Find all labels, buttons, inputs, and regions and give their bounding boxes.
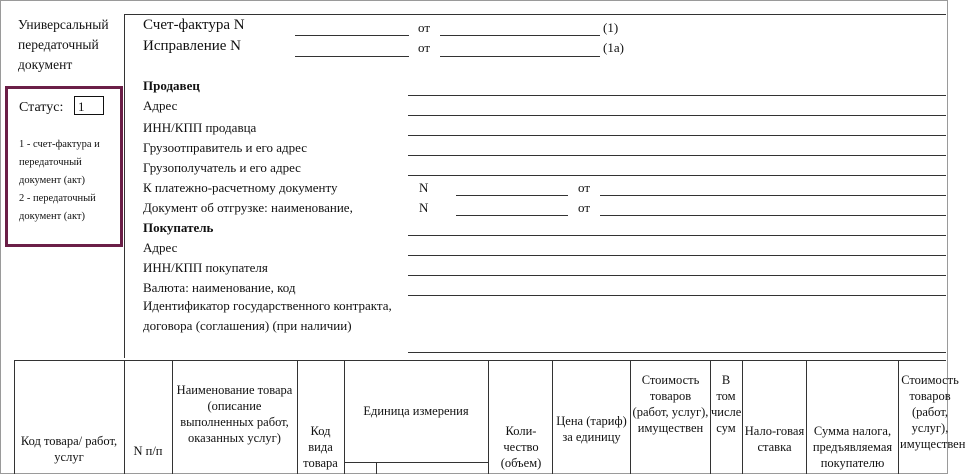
- invoice-ref: (1): [603, 20, 619, 35]
- table-col-divider: [742, 360, 743, 474]
- invoice-number-field[interactable]: [295, 35, 409, 36]
- buyer-title: Покупатель: [143, 220, 214, 235]
- seller-inn-label: ИНН/КПП продавца: [143, 120, 257, 135]
- table-col-divider: [552, 360, 553, 474]
- table-col-divider: [898, 360, 899, 474]
- header-price: Цена (тариф) за единицу: [556, 414, 627, 444]
- table-col-divider: [488, 360, 489, 474]
- seller-title: Продавец: [143, 78, 200, 93]
- header-quantity: Коли-чество (объем): [500, 424, 542, 470]
- header-tax-amount: Сумма налога, предъявляемая покупателю: [812, 424, 893, 470]
- header-product-kind-code: Код вида товара: [303, 424, 338, 470]
- header-row-number: N п/п: [133, 444, 163, 458]
- shipping-doc-label: Документ об отгрузке: наименование,: [143, 200, 353, 215]
- table-col-divider: [124, 360, 125, 474]
- header-excise: В том числе сум: [711, 373, 742, 435]
- correction-number-label: Исправление N: [143, 38, 241, 54]
- status-panel: [5, 86, 123, 247]
- document-type-title: Универсальный передаточный документ: [18, 17, 109, 72]
- header-cost-without-tax: Стоимость товаров (работ, услуг), имуществен: [632, 373, 709, 435]
- seller-address-field[interactable]: [408, 115, 946, 116]
- shipper-label: Грузоотправитель и его адрес: [143, 140, 308, 155]
- contract-id-field[interactable]: [408, 352, 946, 353]
- correction-number-field[interactable]: [295, 56, 409, 57]
- shipping-number-field[interactable]: [456, 215, 568, 216]
- status-input[interactable]: 1: [74, 96, 104, 115]
- contract-id-label: Идентификатор государственного контракта, договора (соглашения) (при наличии): [143, 298, 392, 333]
- payment-date-field[interactable]: [600, 195, 946, 196]
- seller-name-field[interactable]: [408, 95, 946, 96]
- buyer-address-field[interactable]: [408, 255, 946, 256]
- shipping-n-label: N: [419, 200, 429, 215]
- payment-doc-label: К платежно-расчетному документу: [143, 180, 338, 195]
- status-label: Статус:: [19, 100, 64, 115]
- header-cost-with-tax: Стоимость товаров (работ, услуг), имуществен: [900, 373, 965, 451]
- invoice-number-label: Счет-фактура N: [143, 17, 245, 33]
- header-tax-rate: Нало-говая ставка: [744, 424, 805, 454]
- table-col-divider: [630, 360, 631, 474]
- consignee-field[interactable]: [408, 175, 946, 176]
- unit-subheader-divider: [376, 462, 377, 474]
- correction-date-field[interactable]: [440, 56, 600, 57]
- payment-n-label: N: [419, 180, 429, 195]
- status-legend-1: 1 - счет-фактура и передаточный документ (акт): [19, 139, 100, 186]
- table-col-divider: [806, 360, 807, 474]
- currency-label: Валюта: наименование, код: [143, 280, 296, 295]
- table-border-left: [14, 360, 15, 474]
- header-product-name: Наименование товара (описание выполненных работ, оказанных услуг): [176, 383, 293, 445]
- table-col-divider: [172, 360, 173, 474]
- invoice-date-label: от: [418, 20, 431, 35]
- shipping-date-field[interactable]: [600, 215, 946, 216]
- correction-ref: (1а): [603, 40, 624, 55]
- top-border: [124, 14, 946, 15]
- seller-inn-field[interactable]: [408, 135, 946, 136]
- seller-address-label: Адрес: [143, 98, 178, 113]
- shipping-date-label: от: [578, 200, 591, 215]
- invoice-date-field[interactable]: [440, 35, 600, 36]
- payment-date-label: от: [578, 180, 591, 195]
- buyer-inn-field[interactable]: [408, 275, 946, 276]
- left-column-divider: [124, 14, 125, 358]
- unit-subheader-line: [344, 462, 488, 463]
- buyer-address-label: Адрес: [143, 240, 178, 255]
- shipper-field[interactable]: [408, 155, 946, 156]
- header-unit: Единица измерения: [363, 404, 469, 418]
- payment-number-field[interactable]: [456, 195, 568, 196]
- buyer-inn-label: ИНН/КПП покупателя: [143, 260, 268, 275]
- buyer-name-field[interactable]: [408, 235, 946, 236]
- header-product-code: Код товара/ работ, услуг: [20, 434, 118, 464]
- currency-field[interactable]: [408, 295, 946, 296]
- status-legend-2: 2 - передаточный документ (акт): [19, 193, 96, 222]
- table-col-divider: [344, 360, 345, 474]
- consignee-label: Грузополучатель и его адрес: [143, 160, 301, 175]
- correction-date-label: от: [418, 40, 431, 55]
